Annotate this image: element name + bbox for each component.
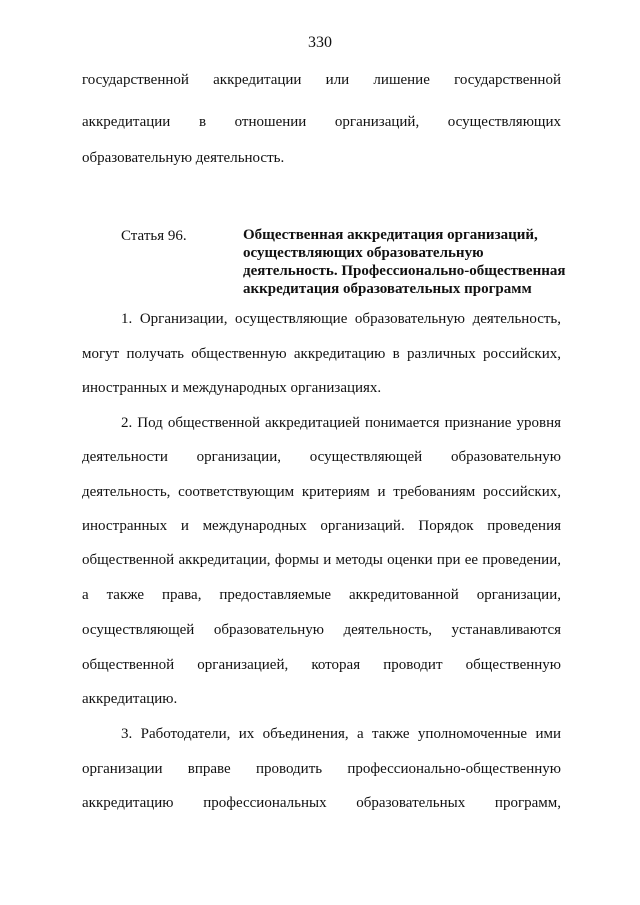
text-line: аккредитации в отношении организаций, осуществляющих xyxy=(82,114,561,130)
text-line: организации вправе проводить профессионально-общественную xyxy=(82,761,561,777)
text-line: общественной организацией, которая проводит общественную xyxy=(82,657,561,673)
text-line: аккредитацию. xyxy=(82,691,178,707)
text-line: деятельность, соответствующим критериям и требованиям российских, xyxy=(82,484,561,500)
text-line: государственной аккредитации или лишение государственной xyxy=(82,72,561,88)
text-line: общественной аккредитации, формы и методы оценки при ее проведении, xyxy=(82,552,561,568)
text-line: деятельности организации, осуществляющей образовательную xyxy=(82,449,561,465)
text-line: осуществляющей образовательную деятельность, устанавливаются xyxy=(82,622,561,638)
text-line: могут получать общественную аккредитацию в различных российских, xyxy=(82,346,561,362)
text-line: 2. Под общественной аккредитацией понимается признание уровня xyxy=(121,415,561,431)
text-line: иностранных и международных организаций. Порядок проведения xyxy=(82,518,561,534)
text-line: иностранных и международных организациях. xyxy=(82,380,382,396)
text-line: аккредитацию профессиональных образовательных программ, xyxy=(82,795,561,811)
text-line: а также права, предоставляемые аккредитованной организации, xyxy=(82,587,561,603)
article-title-line: осуществляющих образовательную xyxy=(243,245,484,261)
page-number: 330 xyxy=(308,34,332,51)
text-line: 3. Работодатели, их объединения, а также уполномоченные ими xyxy=(121,726,561,742)
article-label: Статья 96. xyxy=(121,228,187,244)
text-line: образовательную деятельность. xyxy=(82,150,285,166)
article-title-line: деятельность. Профессионально-общественная xyxy=(243,263,566,279)
article-title xyxy=(243,226,573,298)
article-title-line: аккредитация образовательных программ xyxy=(243,281,532,297)
text-line: 1. Организации, осуществляющие образовательную деятельность, xyxy=(121,311,561,327)
article-title-line: Общественная аккредитация организаций, xyxy=(243,227,538,243)
